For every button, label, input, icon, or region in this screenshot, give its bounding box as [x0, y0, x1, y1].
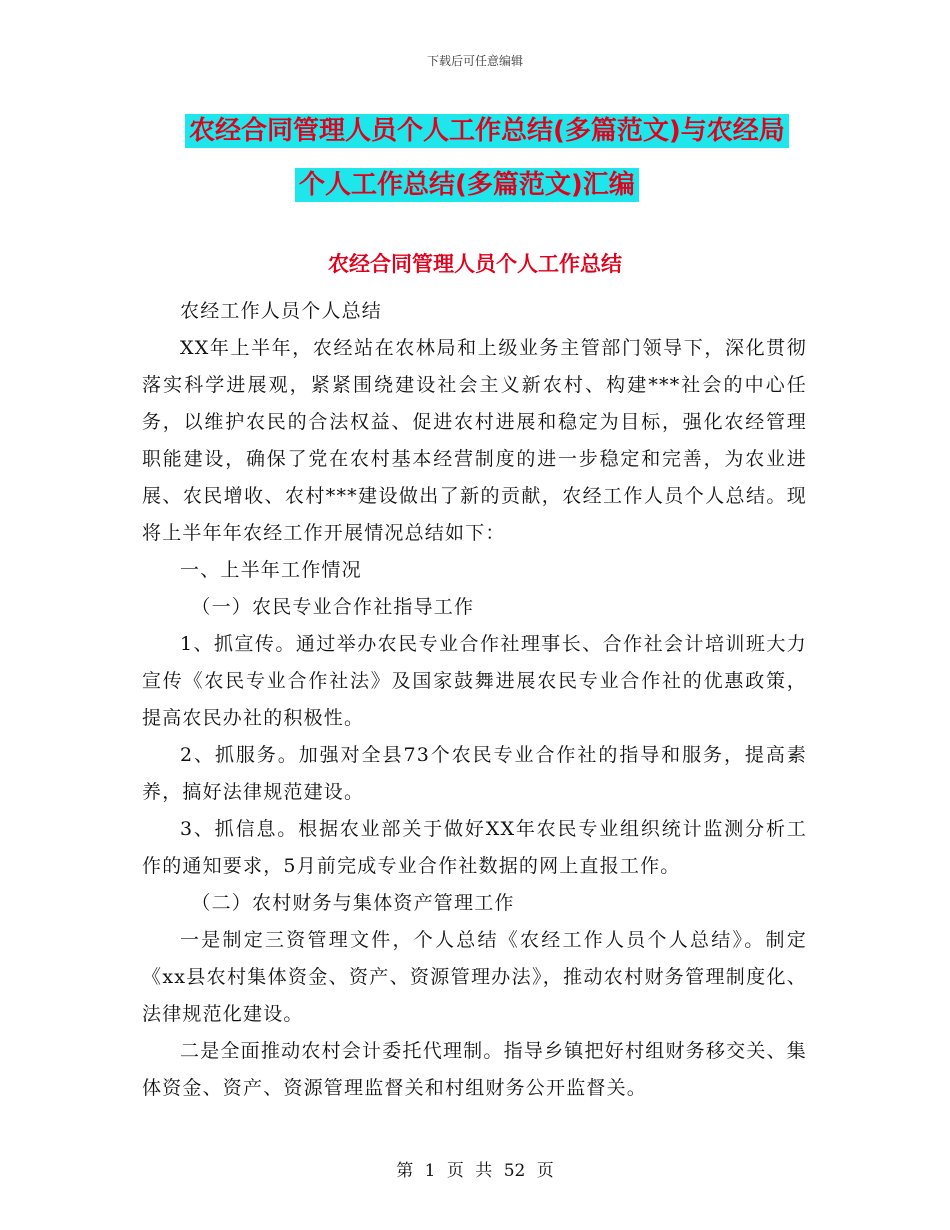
page-footer: 第 1 页 共 52 页: [396, 1161, 554, 1181]
document-title-line-2: 个人工作总结(多篇范文)汇编: [295, 168, 639, 202]
section-title: 农经合同管理人员个人工作总结: [328, 252, 622, 276]
page-header: 下载后可任意编辑: [426, 54, 523, 68]
paragraph: 农经工作人员个人总结: [180, 300, 383, 322]
document-body: [142, 293, 807, 1107]
paragraph: 一是制定三资管理文件，个人总结《农经工作人员个人总结》。制定《xx县农村集体资金、资产、资源管理办法》，推动农村财务管理制度化、法律规范化建设。: [142, 929, 807, 1025]
document-title: [185, 104, 825, 212]
paragraph: （一）农民专业合作社指导工作: [191, 596, 475, 618]
paragraph: 二是全面推动农村会计委托代理制。指导乡镇把好村组财务移交关、集体资金、资产、资源管理监督关和村组财务公开监督关。: [142, 1040, 807, 1099]
paragraph: （二）农村财务与集体资产管理工作: [191, 892, 515, 914]
paragraph: 一、上半年工作情况: [180, 559, 362, 581]
document-title-line-1: 农经合同管理人员个人工作总结(多篇范文)与农经局: [185, 114, 789, 148]
paragraph: 2、抓服务。加强对全县73个农民专业合作社的指导和服务，提高素养，搞好法律规范建设。: [142, 744, 807, 803]
paragraph: XX年上半年，农经站在农林局和上级业务主管部门领导下，深化贯彻落实科学进展观，紧紧围绕建设社会主义新农村、构建***社会的中心任务，以维护农民的合法权益、促进农村进展和稳定为目标，强化农经管理职能建设，确保了党在农村基本经营制度的进一步稳定和完善，为农业进展、农民增收、农村***建设做出了新的贡献，农经工作人员个人总结。现将上半年年农经工作开展情况总结如下：: [142, 337, 807, 544]
paragraph: 1、抓宣传。通过举办农民专业合作社理事长、合作社会计培训班大力宣传《农民专业合作社法》及国家鼓舞进展农民专业合作社的优惠政策，提高农民办社的积极性。: [142, 633, 807, 729]
paragraph: 3、抓信息。根据农业部关于做好XX年农民专业组织统计监测分析工作的通知要求，5月前完成专业合作社数据的网上直报工作。: [142, 818, 807, 877]
